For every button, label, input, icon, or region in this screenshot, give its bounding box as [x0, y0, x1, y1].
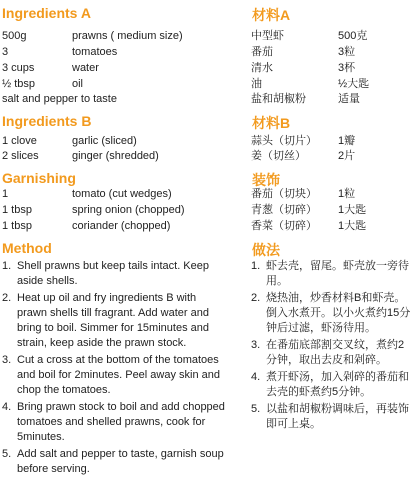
- ingredient-qty-zh: 适量: [338, 93, 360, 105]
- ingredient-item-zh: 蒜头（切片）: [251, 135, 317, 147]
- ingredient-item-zh: 姜（切丝）: [251, 150, 306, 162]
- ingredient-qty: 1 clove: [2, 135, 37, 147]
- ingredient-qty-zh: 2片: [338, 150, 356, 162]
- ingredient-item: tomatoes: [72, 46, 118, 58]
- garnish-qty: 1 tbsp: [2, 220, 32, 232]
- ingredient-qty-zh: ½大匙: [338, 78, 370, 90]
- garnish-item-zh: 香菜（切碎）: [251, 220, 317, 232]
- garnishing-heading: Garnishing: [2, 170, 76, 186]
- garnish-qty-zh: 1大匙: [338, 220, 367, 232]
- method-step: [0, 353, 225, 398]
- method-step: [0, 400, 225, 445]
- step-number: 3.: [2, 354, 12, 366]
- garnish-qty: 1: [2, 188, 9, 200]
- step-number-zh: 3.: [251, 339, 261, 351]
- garnish-item-zh: 番茄（切块）: [251, 188, 317, 200]
- step-text: Cut a cross at the bottom of the tomatoes and boil for 2minutes. Peel away skin and chop the tomatoes.: [17, 354, 221, 396]
- step-text: Add salt and pepper to taste, garnish soup before serving.: [17, 448, 224, 475]
- method-step: [0, 259, 225, 289]
- step-text-zh: 煮开虾汤，加入剁碎的番茄和去壳的虾煮约5分钟。: [266, 371, 409, 398]
- garnish-item: tomato (cut wedges): [72, 188, 172, 200]
- ingredient-item-zh: 油: [251, 78, 262, 90]
- method-step: [0, 447, 225, 477]
- step-text-zh: 在番茄底部割交叉纹，煮约2分钟，取出去皮和剁碎。: [266, 339, 405, 366]
- method-step-zh: [249, 402, 412, 432]
- step-text: Heat up oil and fry ingredients B with prawn shells till fragrant. Add water and bring to boil. Simmer for 15minutes and strain, keep aside the prawn stock.: [17, 292, 209, 349]
- ingredient-qty: 3: [2, 46, 9, 58]
- step-text: Bring prawn stock to boil and add chopped tomatoes and shelled prawns, cook for 5minutes.: [17, 401, 225, 443]
- step-text-zh: 以盐和胡椒粉调味后，再装饰即可上桌。: [266, 403, 409, 430]
- ingredient-item-zh: 盐和胡椒粉: [251, 93, 306, 105]
- step-number-zh: 1.: [251, 260, 261, 272]
- ingredients-a-heading-zh: 材料A: [252, 7, 291, 23]
- step-text-zh: 烧热油，炒香材料B和虾壳。倒入水煮开。以小火煮约15分钟后过滤，虾汤待用。: [266, 292, 411, 334]
- ingredients-a-heading: Ingredients A: [2, 5, 91, 21]
- garnish-item: coriander (chopped): [72, 220, 171, 232]
- step-text: Shell prawns but keep tails intact. Keep aside shells.: [17, 260, 210, 287]
- step-number-zh: 5.: [251, 403, 261, 415]
- garnish-qty-zh: 1大匙: [338, 204, 367, 216]
- step-number-zh: 4.: [251, 371, 261, 383]
- ingredient-qty-zh: 500克: [338, 30, 368, 42]
- method-step: [0, 291, 225, 351]
- ingredients-b-heading: Ingredients B: [2, 113, 92, 129]
- step-number: 2.: [2, 292, 12, 304]
- method-steps: [0, 259, 225, 479]
- method-step-zh: [249, 291, 412, 336]
- ingredient-item: ginger (shredded): [72, 150, 159, 162]
- garnishing-heading-zh: 装饰: [252, 172, 280, 188]
- ingredient-item-zh: 番茄: [251, 46, 273, 58]
- ingredient-item-zh: 中型虾: [251, 30, 284, 42]
- method-step-zh: [249, 370, 412, 400]
- step-text-zh: 虾去壳，留尾。虾壳放一旁待用。: [266, 260, 409, 287]
- step-number: 5.: [2, 448, 12, 460]
- garnish-item: spring onion (chopped): [72, 204, 185, 216]
- ingredient-item: garlic (sliced): [72, 135, 137, 147]
- ingredient-qty-zh: 3杯: [338, 62, 356, 74]
- ingredient-qty-zh: 3粒: [338, 46, 356, 58]
- ingredient-item: water: [72, 62, 99, 74]
- ingredient-item: oil: [72, 78, 84, 90]
- ingredients-b-heading-zh: 材料B: [252, 115, 291, 131]
- ingredient-item: prawns ( medium size): [72, 30, 183, 42]
- step-number: 1.: [2, 260, 12, 272]
- method-step-zh: [249, 259, 412, 289]
- method-heading: Method: [2, 240, 52, 256]
- ingredient-item-zh: 清水: [251, 62, 273, 74]
- step-number: 4.: [2, 401, 12, 413]
- method-step-zh: [249, 338, 412, 368]
- method-steps-zh: [249, 259, 412, 434]
- ingredient-qty: 2 slices: [2, 150, 39, 162]
- ingredient-qty: 3 cups: [2, 62, 35, 74]
- ingredient-qty: 500g: [2, 30, 27, 42]
- method-heading-zh: 做法: [252, 242, 280, 258]
- garnish-item-zh: 青葱（切碎）: [251, 204, 317, 216]
- garnish-qty: 1 tbsp: [2, 204, 32, 216]
- step-number-zh: 2.: [251, 292, 261, 304]
- ingredient-qty: ½ tbsp: [2, 78, 36, 90]
- seasoning-note: salt and pepper to taste: [2, 93, 117, 105]
- ingredient-qty-zh: 1瓣: [338, 135, 356, 147]
- garnish-qty-zh: 1粒: [338, 188, 356, 200]
